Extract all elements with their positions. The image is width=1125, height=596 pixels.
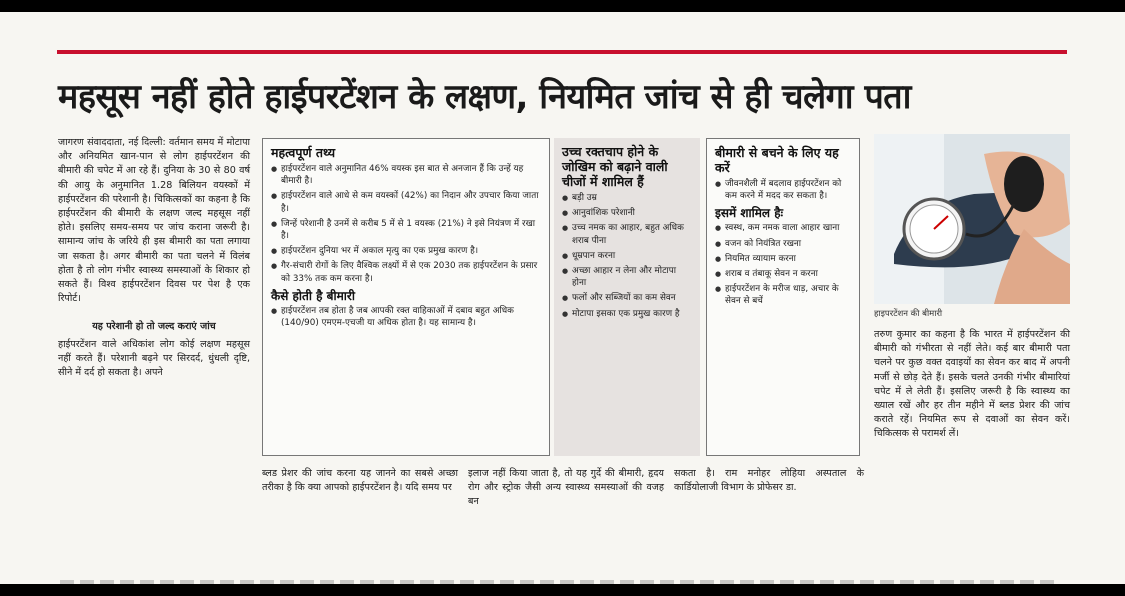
list-item: ● फलों और सब्जियों का कम सेवन xyxy=(562,292,692,304)
article-column-2 xyxy=(262,467,458,498)
list-item: ● मोटापा इसका एक प्रमुख कारण है xyxy=(562,308,692,320)
bottom-black-border xyxy=(0,584,1125,596)
prevention-list xyxy=(715,178,851,202)
photo-caption: हाइपरटेंशन की बीमारी xyxy=(874,309,943,319)
list-item: ● वजन को नियंत्रित रखना xyxy=(715,238,851,250)
article-column-4 xyxy=(674,467,864,498)
facts-box xyxy=(262,138,550,456)
list-item: ● शराब व तंबाकू सेवन न करना xyxy=(715,268,851,280)
headline: महसूस नहीं होते हाईपरटेंशन के लक्षण, नियमित जांच से ही चलेगा पता xyxy=(58,77,911,117)
risk-box-title: उच्च रक्तचाप होने के जोखिम को बढ़ाने वाली चीजों में शामिल हैं xyxy=(562,144,668,189)
list-item: ● उच्च नमक का आहार, बहुत अधिक शराब पीना xyxy=(562,222,692,246)
risk-box xyxy=(554,138,700,456)
risk-list xyxy=(562,192,692,320)
article-paragraph: इलाज नहीं किया जाता है, तो यह गुर्दे की बीमारी, हृदय रोग और स्ट्रोक जैसी अन्य स्वास्थ्य समस्याओं की वजह बन xyxy=(468,468,664,508)
list-item: ● जिन्हें परेशानी है उनमें से करीब 5 में से 1 वयस्क (21%) ने इसे नियंत्रण में रखा है। xyxy=(271,218,541,242)
article-paragraph: ब्लड प्रेशर की जांच करना यह जानने का सबसे अच्छा तरीका है कि क्या आपको हाईपरटेंशन है। यदि समय पर xyxy=(262,468,458,494)
cause-list xyxy=(271,305,541,329)
blood-pressure-photo xyxy=(874,134,1070,304)
article-paragraph: तरुण कुमार का कहना है कि भारत में हाईपरटेंशन की बीमारी को गंभीरता से नहीं लेते। कई बार बीमारी पता चलने पर कुछ वक्त दवाइयों का सेवन कर बाद में अपनी मर्जी से छोड़ देते हैं। इसके चलते उनकी गंभीर बीमारियां चपेट में ले लेती हैं। इसलिए जरूरी है कि स्वास्थ्य का ख्याल रखें और हर तीन महीने में ब्लड प्रेशर की जांच कराते रहें। नियमित रूप से दवाओं का सेवन करें। चिकित्सक से परामर्श लें। xyxy=(874,329,1070,440)
list-item: ● हाईपरटेंशन वाले आधे से कम वयस्कों (42%) का निदान और उपचार किया जाता है। xyxy=(271,190,541,214)
newspaper-page xyxy=(0,12,1125,584)
red-divider xyxy=(57,50,1067,54)
article-column-1 xyxy=(58,136,250,383)
list-item: ● आनुवांशिक परेशानी xyxy=(562,207,692,219)
list-item: ● धूम्रपान करना xyxy=(562,250,692,262)
list-item: ● अच्छा आहार न लेना और मोटापा होना xyxy=(562,265,692,289)
includes-list xyxy=(715,222,851,307)
prevention-box-title: बीमारी से बचने के लिए यह करें xyxy=(715,145,839,175)
list-item: ● बड़ी उम्र xyxy=(562,192,692,204)
list-item: ● हाईपरटेंशन दुनिया भर में अकाल मृत्यु का एक प्रमुख कारण है। xyxy=(271,245,541,257)
article-paragraph: हाईपरटेंशन वाले अधिकांश लोग कोई लक्षण महसूस नहीं करते हैं। परेशानी बढ़ने पर सिरदर्द, धुंधली दृष्टि, सीने में दर्द हो सकता है। अपने xyxy=(58,338,250,379)
article-column-3 xyxy=(468,467,664,513)
list-item: ● नियमित व्यायाम करना xyxy=(715,253,851,265)
section-subhead: यह परेशानी हो तो जल्द कराएं जांच xyxy=(92,321,216,333)
list-item: ● जीवनशैली में बदलाव हाईपरटेंशन को कम करने में मदद कर सकता है। xyxy=(715,178,851,202)
article-paragraph: जागरण संवाददाता, नई दिल्ली: वर्तमान समय में मोटापा और अनियमित खान-पान से लोग हाईपरटेंशन की बीमारी की चपेट में आ रहे हैं। दुनिया के 30 से 80 वर्ष की आयु के अनुमानित 1.28 बिलियन वयस्कों में हाईपरटेंशन की परेशानी है। चिकित्सकों का कहना है कि हाईपरटेंशन की बीमारी के लक्षण जल्द महसूस नहीं होते। इसलिए समय-समय पर जांच कराना जरूरी है। सामान्य जांच के जरिये ही इस बीमारी का पता लगाया जा सकता है। अगर बीमारी का पता चलने में विलंब होता है तो लोग गंभीर स्वास्थ्य समस्याओं के शिकार हो सकते हैं। विश्व हाईपरटेंशन दिवस पर पेश है एक रिपोर्ट। xyxy=(58,137,250,305)
prevention-box-subtitle: इसमें शामिल हैः xyxy=(715,206,784,221)
list-item: ● हाईपरटेंशन तब होता है जब आपकी रक्त वाहिकाओं में दबाव बहुत अधिक (140/90) एमएम-एचजी या अधिक होता है। यह सामान्य है। xyxy=(271,305,541,329)
list-item: ● स्वस्थ, कम नमक वाला आहार खाना xyxy=(715,222,851,234)
list-item: ● हाईपरटेंशन वाले अनुमानित 46% वयस्क इस बात से अनजान हैं कि उन्हें यह बीमारी है। xyxy=(271,163,541,187)
facts-box-subtitle: कैसे होती है बीमारी xyxy=(271,288,355,303)
prevention-box xyxy=(706,138,860,456)
article-column-right xyxy=(874,328,1070,445)
list-item: ● गैर-संचारी रोगों के लिए वैश्विक लक्ष्यों में से एक 2030 तक हाईपरटेंशन के प्रसार को 33% तक कम करना है। xyxy=(271,260,541,284)
list-item: ● हाईपरटेंशन के मरीज धाड़, अचार के सेवन से बचें xyxy=(715,283,851,307)
article-paragraph: सकता है। राम मनोहर लोहिया अस्पताल के कार्डियोलाजी विभाग के प्रोफेसर डा. xyxy=(674,468,864,494)
facts-box-title: महत्वपूर्ण तथ्य xyxy=(271,145,336,160)
facts-list xyxy=(271,163,541,285)
